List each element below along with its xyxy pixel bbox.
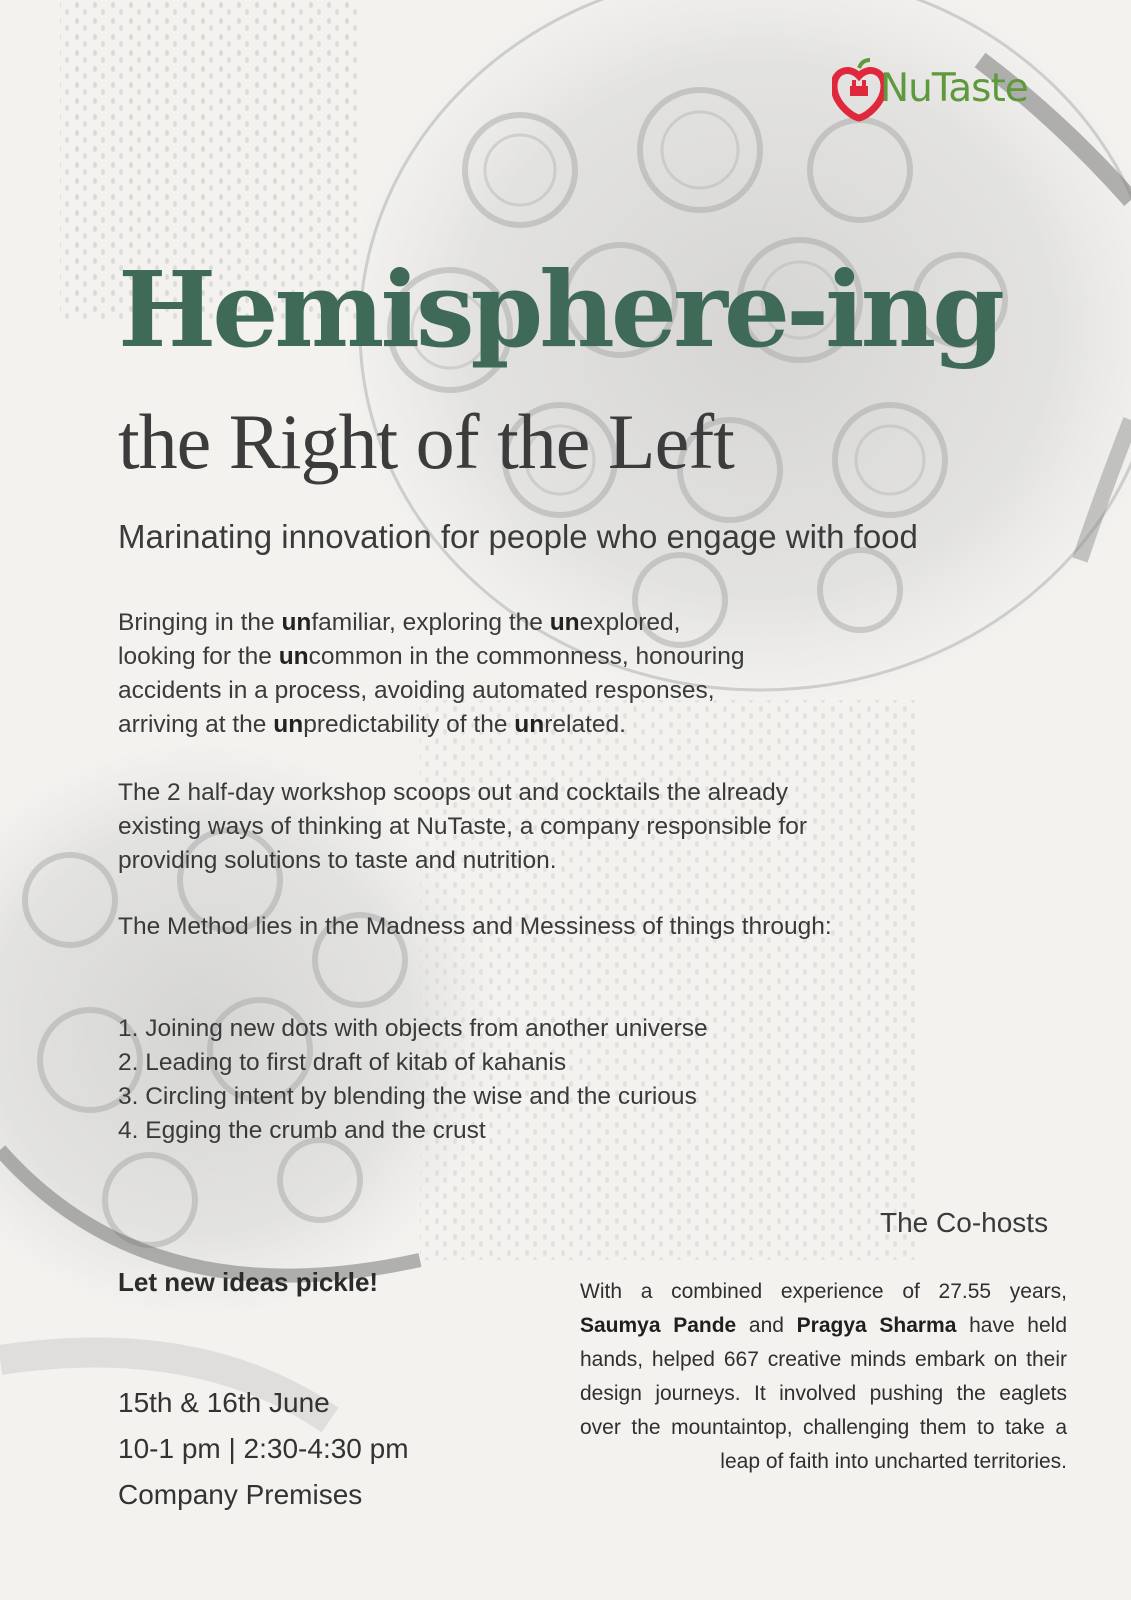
cohost-name: Saumya Pande xyxy=(580,1314,737,1337)
event-venue: Company Premises xyxy=(118,1479,363,1510)
logo-wordmark: NuTaste xyxy=(880,66,1028,111)
event-time: 10-1 pm | 2:30-4:30 pm xyxy=(118,1433,409,1464)
cohosts-bio: With a combined experience of 27.55 years, Saumya Pande and Pragya Sharma have held hands, helped 667 creative minds embark on their design journeys. It involved pushing the eaglets over the mountaintop, challenging them to take a leap of faith into uncharted territories. xyxy=(580,1280,1067,1473)
list-item: 2. Leading to first draft of kitab of kahanis xyxy=(118,1049,567,1076)
page-title: Hemisphere-ing xyxy=(118,248,1001,371)
intro-line: looking for the uncommon in the commonness, honouring xyxy=(118,643,745,670)
intro-line: arriving at the unpredictability of the unrelated. xyxy=(118,711,626,738)
list-item: 4. Egging the crumb and the crust xyxy=(118,1117,486,1144)
cohosts-heading: The Co-hosts xyxy=(880,1207,1049,1238)
apple-heart-icon xyxy=(832,58,886,122)
nutaste-logo xyxy=(832,58,1072,122)
intro-line: accidents in a process, avoiding automated responses, xyxy=(118,677,715,704)
list-item: 1. Joining new dots with objects from another universe xyxy=(118,1015,708,1042)
tagline: Marinating innovation for people who engage with food xyxy=(118,518,918,555)
cohost-name: Pragya Sharma xyxy=(796,1314,957,1337)
event-dates: 15th & 16th June xyxy=(118,1387,330,1418)
intro-paragraph xyxy=(118,606,918,742)
workshop-paragraph: The 2 half-day workshop scoops out and cocktails the already existing ways of thinking at NuTaste, a company responsible for providing solutions to taste and nutrition. xyxy=(118,779,808,874)
event-details xyxy=(118,1380,409,1518)
pickle-slogan: Let new ideas pickle! xyxy=(118,1267,379,1297)
list-item: 3. Circling intent by blending the wise and the curious xyxy=(118,1083,697,1110)
intro-line: Bringing in the unfamiliar, exploring the unexplored, xyxy=(118,609,681,636)
method-list xyxy=(118,1012,918,1148)
page-subtitle: the Right of the Left xyxy=(118,398,734,485)
method-intro: The Method lies in the Madness and Messiness of things through: xyxy=(118,913,832,940)
